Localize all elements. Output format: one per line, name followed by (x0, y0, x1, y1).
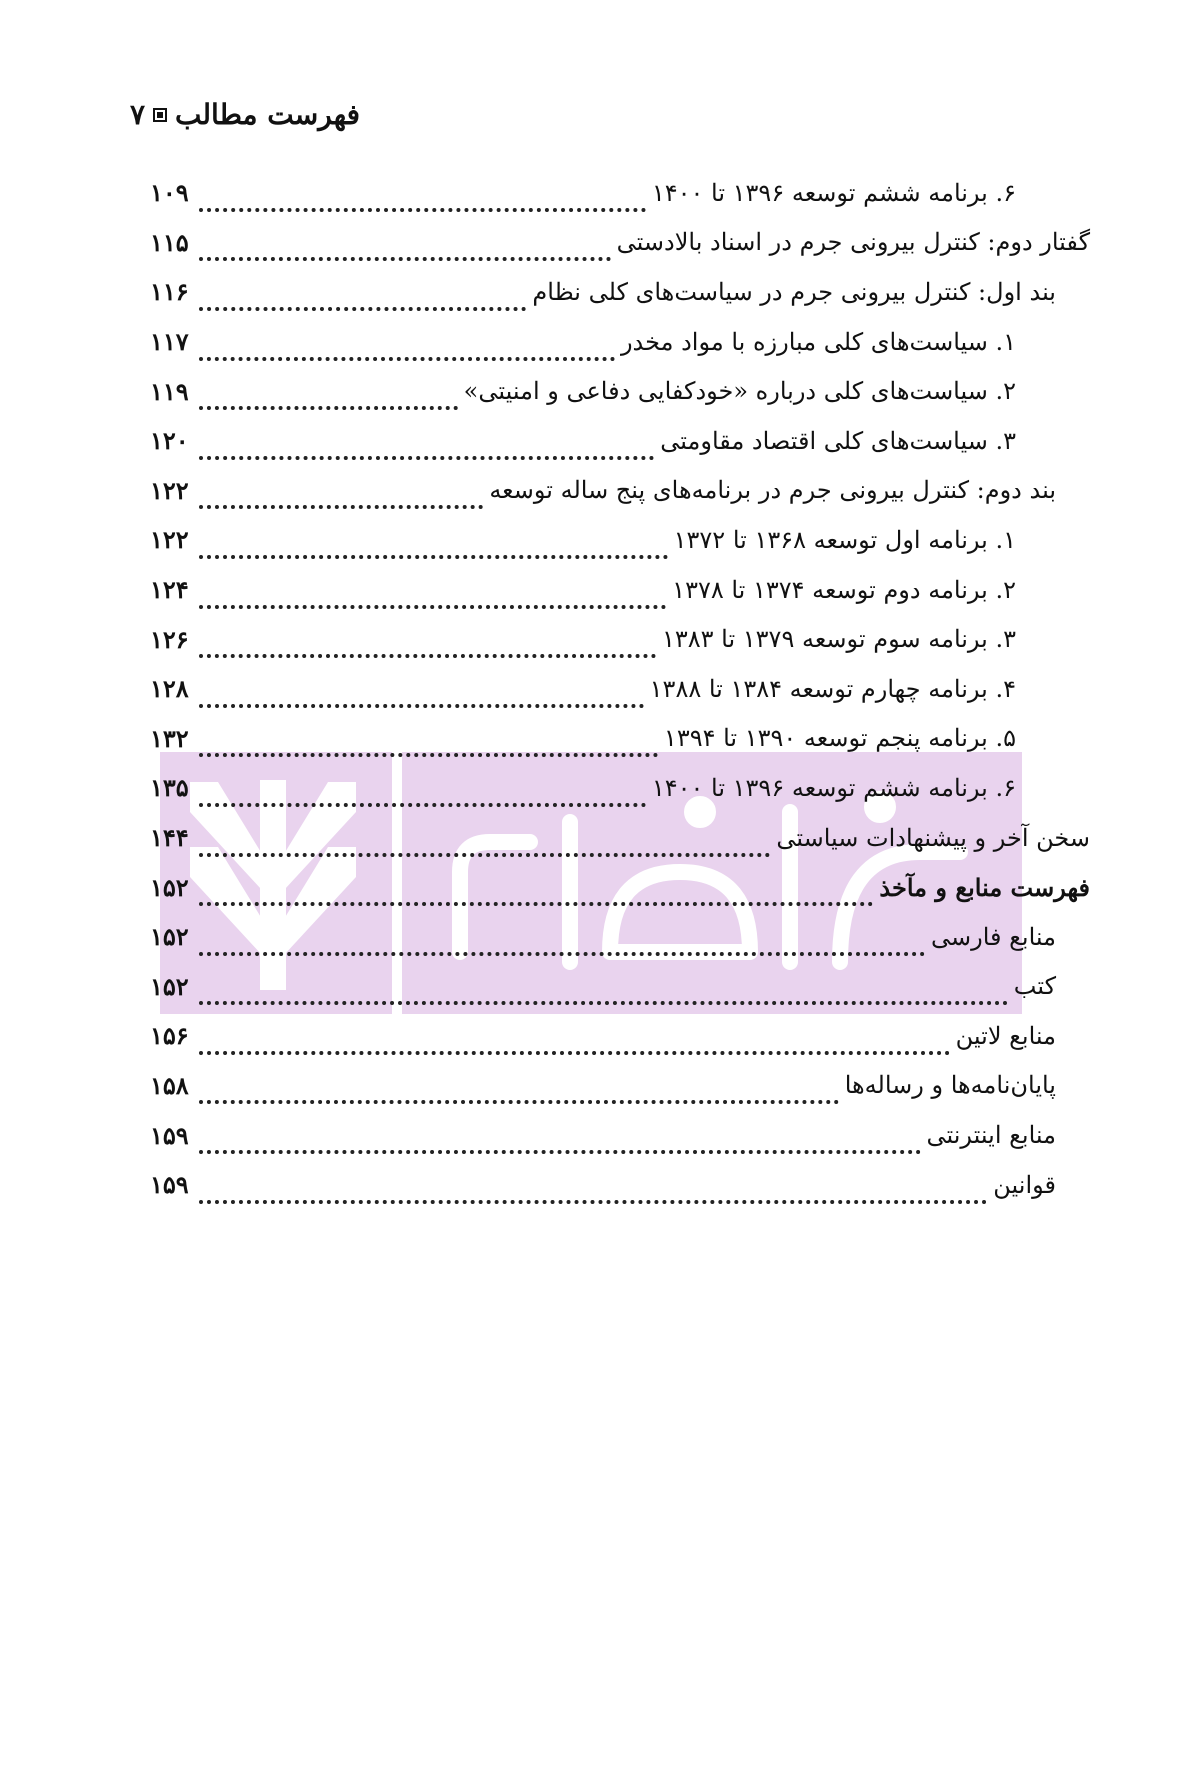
toc-dot-leader (199, 977, 1008, 1005)
toc-entry-title: فهرست منابع و مآخذ (879, 872, 1090, 902)
header-title: فهرست مطالب (175, 98, 360, 131)
toc-dot-leader (199, 1027, 950, 1055)
toc-dot-leader (199, 829, 771, 857)
toc-entry-title: پایان‌نامه‌ها و رساله‌ها (844, 1071, 1056, 1100)
toc-entry-title: منابع فارسی (931, 922, 1056, 951)
toc-dot-leader (199, 779, 646, 807)
toc-entry-title: ۱. برنامه اول توسعه ۱۳۶۸ تا ۱۳۷۲ (673, 525, 1016, 554)
toc-entry[interactable] (150, 614, 1090, 664)
toc-entry[interactable] (150, 714, 1090, 764)
toc-entry-page-number: ۱۱۶ (150, 277, 189, 307)
toc-entry-page-number: ۱۳۲ (150, 723, 189, 753)
toc-entry-title: منابع لاتین (955, 1021, 1056, 1050)
toc-entry-title: ۲. برنامه دوم توسعه ۱۳۷۴ تا ۱۳۷۸ (672, 575, 1016, 604)
toc-dot-leader (199, 1176, 988, 1204)
toc-entry-title: ۳. برنامه سوم توسعه ۱۳۷۹ تا ۱۳۸۳ (661, 625, 1016, 654)
toc-entry[interactable] (150, 168, 1090, 218)
table-of-contents (150, 168, 1090, 1209)
filled-square-icon (153, 108, 167, 122)
toc-entry-page-number: ۱۲۶ (150, 624, 189, 654)
toc-entry-page-number: ۱۵۹ (150, 1170, 189, 1200)
toc-dot-leader (199, 928, 925, 956)
toc-entry-title: بند اول: کنترل بیرونی جرم در سیاست‌های کلی نظام (532, 277, 1056, 306)
toc-entry[interactable] (150, 862, 1090, 912)
toc-entry-title: ۶. برنامه ششم توسعه ۱۳۹۶ تا ۱۴۰۰ (651, 773, 1016, 802)
toc-entry[interactable] (150, 1061, 1090, 1111)
toc-entry-page-number: ۱۵۲ (150, 922, 189, 952)
toc-entry-page-number: ۱۲۲ (150, 475, 189, 505)
toc-entry-page-number: ۱۰۹ (150, 178, 189, 208)
toc-entry-page-number: ۱۲۴ (150, 575, 189, 605)
page-header (130, 98, 360, 131)
toc-entry[interactable] (150, 416, 1090, 466)
toc-dot-leader (199, 233, 611, 261)
toc-dot-leader (199, 531, 668, 559)
toc-entry-page-number: ۱۱۹ (150, 376, 189, 406)
toc-entry[interactable] (150, 565, 1090, 615)
toc-entry-page-number: ۱۱۷ (150, 327, 189, 357)
toc-dot-leader (199, 481, 484, 509)
toc-entry-page-number: ۱۵۹ (150, 1120, 189, 1150)
toc-entry-page-number: ۱۳۵ (150, 773, 189, 803)
toc-entry-title: منابع اینترنتی (926, 1121, 1056, 1150)
toc-entry-title: بند دوم: کنترل بیرونی جرم در برنامه‌های پنج ساله توسعه (489, 476, 1056, 505)
toc-entry-page-number: ۱۵۸ (150, 1070, 189, 1100)
toc-entry-title: کتب (1013, 972, 1056, 1001)
toc-entry[interactable] (150, 664, 1090, 714)
toc-entry[interactable] (150, 218, 1090, 268)
toc-entry-page-number: ۱۱۵ (150, 227, 189, 257)
toc-entry-title: ۳. سیاست‌های کلی اقتصاد مقاومتی (660, 426, 1016, 455)
header-page-number: ۷ (129, 98, 146, 131)
toc-entry[interactable] (150, 317, 1090, 367)
toc-entry[interactable] (150, 962, 1090, 1012)
toc-entry-title: سخن آخر و پیشنهادات سیاستی (776, 823, 1090, 852)
toc-entry-title: ۴. برنامه چهارم توسعه ۱۳۸۴ تا ۱۳۸۸ (649, 674, 1016, 703)
toc-entry[interactable] (150, 912, 1090, 962)
toc-entry-title: ۱. سیاست‌های کلی مبارزه با مواد مخدر (620, 327, 1016, 356)
toc-entry-title: قوانین (993, 1170, 1056, 1199)
toc-dot-leader (199, 184, 646, 212)
toc-entry[interactable] (150, 763, 1090, 813)
toc-dot-leader (199, 382, 458, 410)
toc-dot-leader (199, 1126, 921, 1154)
toc-entry-page-number: ۱۵۲ (150, 971, 189, 1001)
toc-entry[interactable] (150, 267, 1090, 317)
toc-entry[interactable] (150, 466, 1090, 516)
toc-entry-page-number: ۱۴۴ (150, 823, 189, 853)
toc-dot-leader (199, 333, 615, 361)
toc-entry-page-number: ۱۲۰ (150, 426, 189, 456)
toc-entry-title: ۲. سیاست‌های کلی درباره «خودکفایی دفاعی و امنیتی» (463, 377, 1016, 406)
toc-entry-page-number: ۱۲۸ (150, 674, 189, 704)
toc-entry-title: ۵. برنامه پنجم توسعه ۱۳۹۰ تا ۱۳۹۴ (663, 724, 1016, 753)
toc-entry-title: ۶. برنامه ششم توسعه ۱۳۹۶ تا ۱۴۰۰ (651, 178, 1016, 207)
toc-entry[interactable] (150, 813, 1090, 863)
toc-dot-leader (199, 432, 655, 460)
toc-dot-leader (199, 729, 658, 757)
toc-entry-page-number: ۱۲۲ (150, 525, 189, 555)
toc-dot-leader (199, 680, 644, 708)
toc-entry[interactable] (150, 1160, 1090, 1210)
toc-entry[interactable] (150, 1110, 1090, 1160)
toc-entry[interactable] (150, 366, 1090, 416)
toc-dot-leader (199, 581, 667, 609)
toc-dot-leader (199, 878, 874, 906)
toc-dot-leader (199, 283, 527, 311)
toc-entry[interactable] (150, 1011, 1090, 1061)
toc-dot-leader (199, 630, 656, 658)
toc-entry[interactable] (150, 515, 1090, 565)
toc-entry-title: گفتار دوم: کنترل بیرونی جرم در اسناد بالادستی (616, 228, 1090, 257)
toc-entry-page-number: ۱۵۲ (150, 872, 189, 902)
toc-dot-leader (199, 1076, 839, 1104)
toc-entry-page-number: ۱۵۶ (150, 1021, 189, 1051)
